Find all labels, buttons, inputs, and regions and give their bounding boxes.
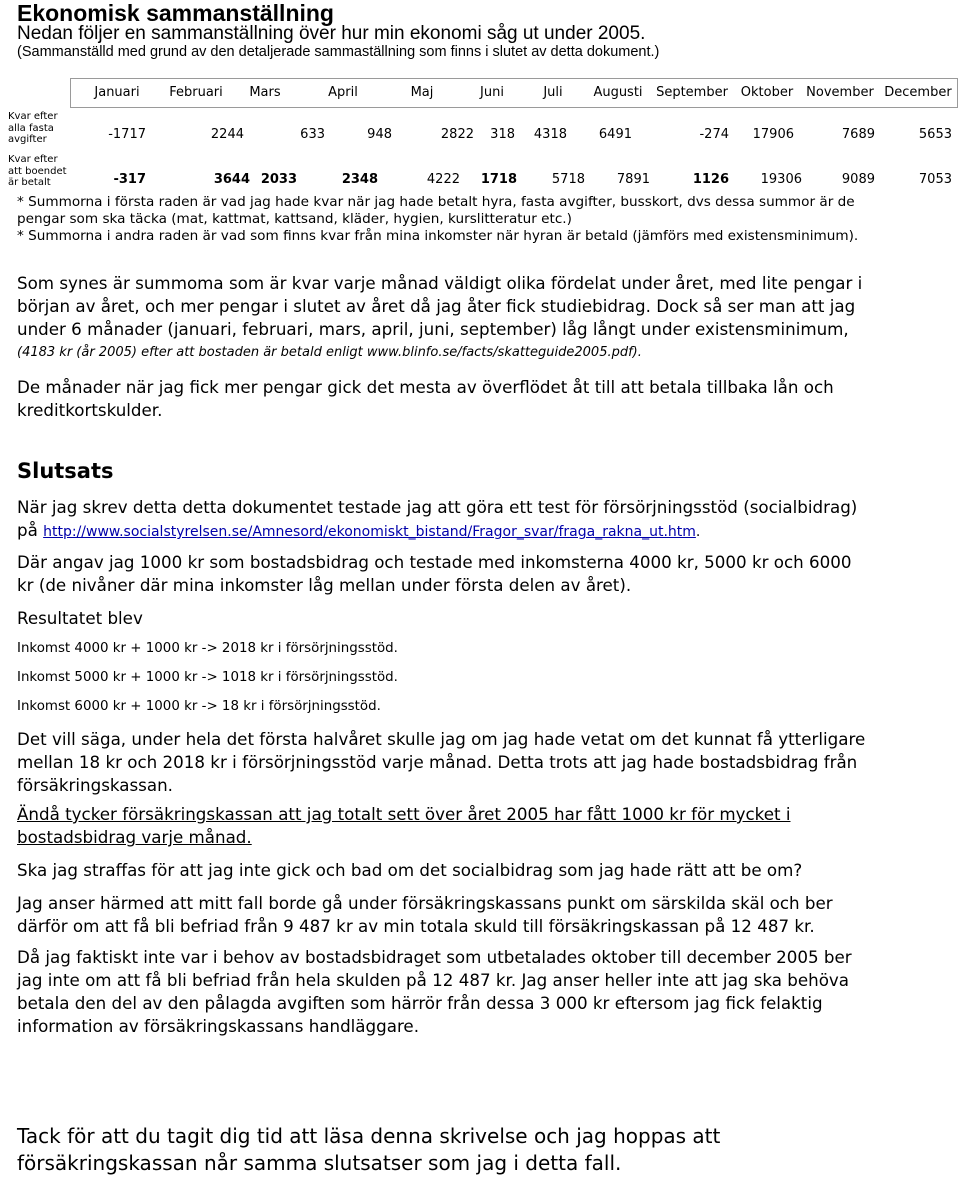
month-header: November [806, 85, 874, 100]
paragraph-line: Där angav jag 1000 kr som bostadsbidrag och testade med inkomsterna 4000 kr, 5000 kr och 6000 [17, 552, 852, 572]
table-cell: 7689 [841, 127, 875, 142]
paragraph-line: betala den del av den pålagda avgiften som härrör från dessa 3 000 kr eftersom jag fick felaktig [17, 993, 823, 1013]
socialstyrelsen-link[interactable]: http://www.socialstyrelsen.se/Amnesord/ekonomiskt_bistand/Fragor_svar/fraga_rakna_ut.htm [43, 524, 696, 540]
table-cell: 17906 [752, 127, 794, 142]
paragraph-line: bostadsbidrag varje månad. [17, 827, 252, 847]
paragraph-test [17, 496, 957, 544]
table-cell: 7891 [616, 172, 650, 187]
paragraph-surplus [17, 376, 957, 422]
row-label-housing [8, 154, 70, 189]
text-suffix: . [695, 524, 701, 540]
month-header: Juli [543, 85, 563, 100]
table-cell: 3644 [213, 172, 250, 187]
section-heading-slutsats: Slutsats [17, 459, 114, 483]
row-label-line: Kvar efter [8, 154, 58, 165]
month-header: Augusti [593, 85, 643, 100]
paragraph-line: därför om att få bli befriad från 9 487 kr av min totala skuld till försäkringskassan på 12 487 kr. [17, 916, 815, 936]
paragraph-line: kr (de nivåner där mina inkomster låg mellan under första delen av året). [17, 575, 632, 595]
paragraph-request [17, 892, 957, 938]
table-cell: 6491 [598, 127, 632, 142]
paragraph-line: Det vill säga, under hela det första halvåret skulle jag om jag hade vetat om det kunnat få ytterligare [17, 729, 866, 749]
table-cell: 5653 [918, 127, 952, 142]
paragraph-line: början av året, och mer pengar i slutet av året då jag åter fick studiebidrag. Dock så ser man att jag [17, 296, 856, 316]
paragraph-conclusion [17, 728, 957, 797]
paragraph-line: Då jag faktiskt inte var i behov av bostadsbidraget som utbetalades oktober till december 2005 ber [17, 947, 852, 967]
row-label-line: avgifter [8, 134, 47, 145]
paragraph-line: Ändå tycker försäkringskassan att jag totalt sett över året 2005 har fått 1000 kr för mycket i [17, 804, 791, 824]
table-cell: 1718 [480, 172, 517, 187]
paragraph-question [17, 859, 957, 882]
table-cell: 1126 [692, 172, 729, 187]
row-label-fixed-costs [8, 111, 70, 146]
row-label-line: att boendet [8, 165, 67, 177]
table-note-1: * Summorna i första raden är vad jag hade kvar när jag hade betalt hyra, fasta avgifter, busskort, dvs dessa summor är de [17, 194, 855, 210]
paragraph-line: Ska jag straffas för att jag inte gick och bad om det socialbidrag som jag hade rätt att be om? [17, 860, 803, 880]
table-cell: 318 [490, 127, 515, 142]
table-cell: 948 [367, 127, 392, 142]
table-cell: 4222 [426, 172, 460, 187]
table-cell: -317 [113, 172, 146, 187]
month-header: December [884, 85, 952, 100]
paragraph-line: När jag skrev detta detta dokumentet testade jag att göra ett test för försörjningsstöd (socialbidrag) [17, 497, 858, 517]
table-cell: 2348 [341, 172, 378, 187]
row-label-line: är betalt [8, 177, 51, 188]
paragraph-summary [17, 272, 957, 364]
row-label-line: Kvar efter [8, 111, 58, 122]
table-cell: 2822 [440, 127, 474, 142]
text-prefix: på [17, 520, 44, 540]
result-item: Inkomst 6000 kr + 1000 kr -> 18 kr i försörjningsstöd. [17, 699, 381, 714]
economy-table [0, 78, 960, 192]
paragraph-line: (4183 kr (år 2005) efter att bostaden är betald enligt www.blinfo.se/facts/skatteguide2005.pdf). [17, 345, 642, 360]
table-cell: 7053 [918, 172, 952, 187]
paragraph-line: De månader när jag fick mer pengar gick det mesta av överflödet åt till att betala tillbaka lån och [17, 377, 834, 397]
paragraph-line [17, 519, 957, 544]
table-cell: 633 [300, 127, 325, 142]
page-subtitle: Nedan följer en sammanställning över hur min ekonomi såg ut under 2005. [17, 23, 646, 44]
paragraph-line: Resultatet blev [17, 608, 143, 628]
month-header: Maj [410, 85, 434, 100]
page-title: Ekonomisk sammanställning [17, 0, 334, 26]
paragraph-line: försäkringskassan. [17, 775, 173, 795]
table-cell: 2033 [260, 172, 297, 187]
month-header: Februari [169, 85, 223, 100]
paragraph-line: mellan 18 kr och 2018 kr i försörjningsstöd varje månad. Detta trots att jag hade bostadsbidrag från [17, 752, 858, 772]
paragraph-overpaid [17, 803, 957, 849]
table-note-2: * Summorna i andra raden är vad som finns kvar från mina inkomster när hyran är betald (jämförs med existensminimum). [17, 228, 859, 244]
paragraph-housing [17, 946, 957, 1038]
month-header: Januari [94, 85, 140, 100]
month-header: Oktober [740, 85, 794, 100]
paragraph-line: Som synes är summoma som är kvar varje månad väldigt olika fördelat under året, med lite pengar i [17, 273, 863, 293]
closing-line: Tack för att du tagit dig tid att läsa denna skrivelse och jag hoppas att [17, 1124, 721, 1148]
month-header: September [656, 85, 728, 100]
paragraph-line: kreditkortskulder. [17, 400, 163, 420]
table-cell: 9089 [841, 172, 875, 187]
table-cell: -1717 [108, 127, 146, 142]
month-header: Mars [249, 85, 281, 100]
paragraph-line: jag inte om att få bli befriad från hela skulden på 12 487 kr. Jag anser heller inte att jag ska behöva [17, 970, 850, 990]
closing-line: försäkringskassan når samma slutsatser som jag i detta fall. [17, 1151, 622, 1175]
results-heading [17, 607, 957, 630]
table-note-1-cont: pengar som ska täcka (mat, kattmat, kattsand, kläder, hygien, kurslitteratur etc.) [17, 211, 572, 227]
closing-statement [17, 1123, 720, 1177]
paragraph-line: information av försäkringskassans handläggare. [17, 1016, 420, 1036]
month-header: Juni [480, 85, 504, 100]
paragraph-input [17, 551, 957, 597]
table-cell: -274 [699, 127, 729, 142]
table-cell: 5718 [551, 172, 585, 187]
month-header: April [328, 85, 358, 100]
table-cell: 19306 [760, 172, 802, 187]
result-item: Inkomst 4000 kr + 1000 kr -> 2018 kr i försörjningsstöd. [17, 641, 398, 656]
row-label-line: alla fasta [8, 122, 54, 134]
table-cell: 2244 [210, 127, 244, 142]
paragraph-line: under 6 månader (januari, februari, mars, april, juni, september) låg långt under existensminimum, [17, 319, 849, 339]
table-cell: 4318 [533, 127, 567, 142]
page-subtitle-note: (Sammanställd med grund av den detaljerade sammaställning som finns i slutet av detta dokument.) [17, 44, 660, 60]
paragraph-line: Jag anser härmed att mitt fall borde gå under försäkringskassans punkt om särskilda skäl och ber [17, 893, 833, 913]
result-item: Inkomst 5000 kr + 1000 kr -> 1018 kr i försörjningsstöd. [17, 670, 398, 685]
